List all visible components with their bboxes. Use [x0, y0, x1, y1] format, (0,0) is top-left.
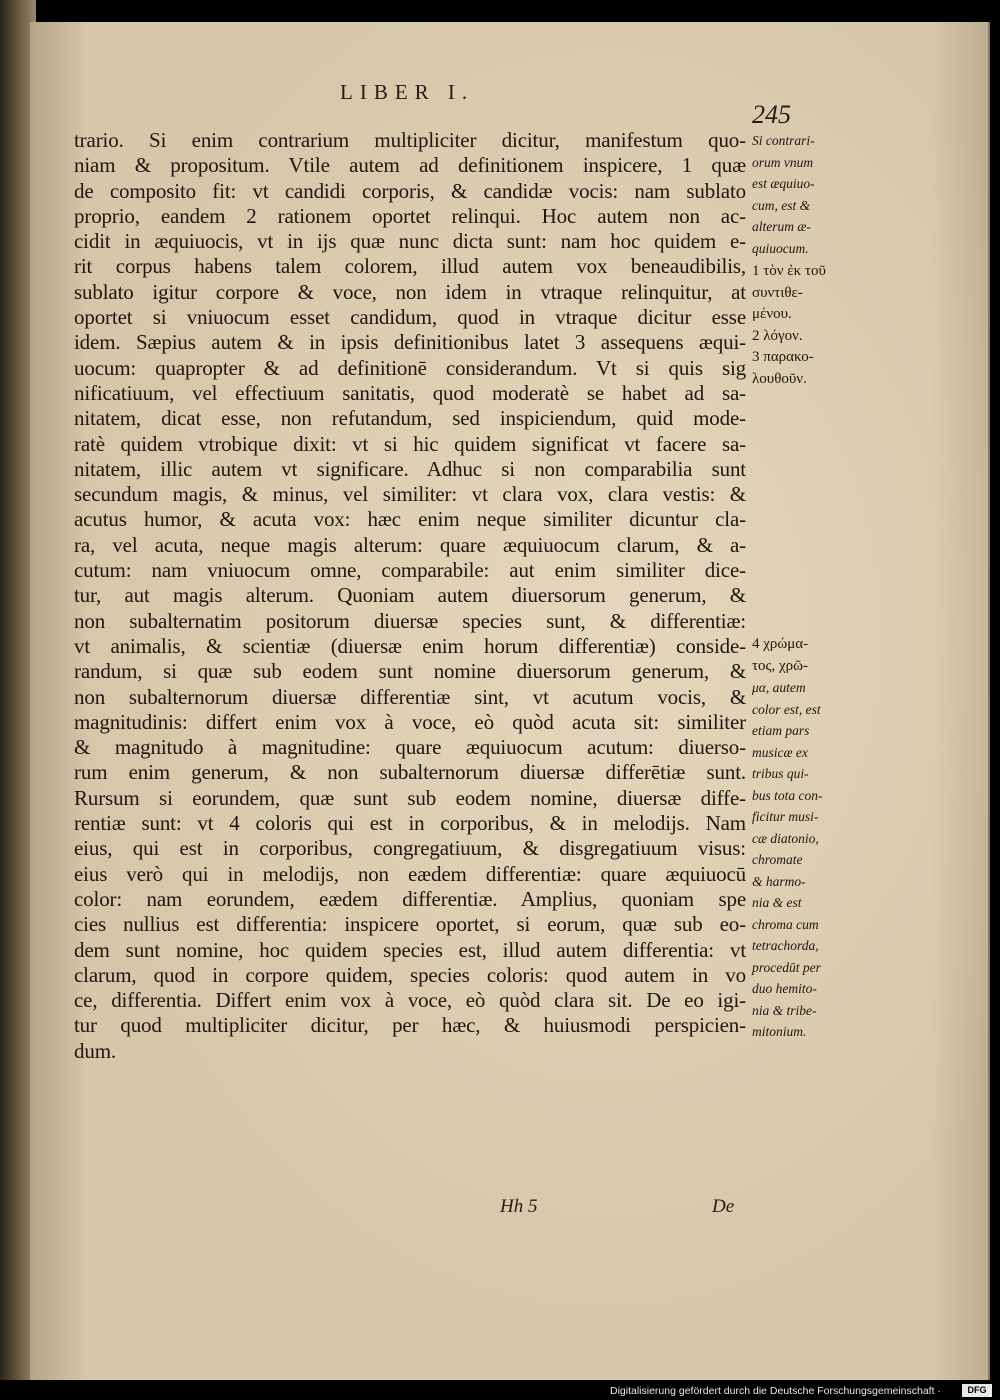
text-line: rentiæ sunt: vt 4 coloris qui est in corporibus, & in melodijs. Nam [74, 811, 746, 836]
text-line: secundum magis, & minus, vel similiter: vt clara vox, clara vestis: & [74, 482, 746, 507]
text-line: nitatem, illic autem vt significare. Adhuc si non comparabilia sunt [74, 456, 746, 481]
marginal-note-line: τος, χρῶ- [752, 657, 808, 674]
marginal-note-line: cum, est & [752, 197, 811, 213]
running-head: LIBER I. [340, 80, 475, 104]
text-line: randum, si quæ sub eodem sunt nomine diuersorum generum, & [74, 659, 746, 684]
marginal-note-line: nia & tribe- [752, 1002, 817, 1018]
text-line: ce, differentia. Differt enim vox à voce, eò quòd clara sit. De eo igi- [74, 988, 746, 1013]
text-line: color: nam eorundem, eædem differentiæ. Amplius, quoniam spe [74, 886, 746, 911]
dfg-logo: DFG [962, 1384, 992, 1397]
marginal-note-line: mitonium. [752, 1024, 807, 1039]
marginal-note-line: 1 τὸν ἐκ τοῦ [752, 263, 826, 279]
marginal-note-line: μα, autem [752, 680, 806, 695]
digitization-credit: Digitalisierung gefördert durch die Deutsche Forschungsgemeinschaft · [610, 1385, 941, 1397]
folio-number: 245 [752, 100, 791, 129]
text-line: rum enim generum, & non subalternorum diuersæ differētiæ sunt. [74, 760, 746, 785]
marginal-note-line: tetrachorda, [752, 938, 819, 953]
marginal-note-line: nia & est [752, 895, 802, 910]
marginal-note-line: 3 παρακο- [752, 349, 814, 365]
marginal-note-line: color est, est [752, 701, 821, 717]
marginal-note-line: ficitur musi- [752, 809, 819, 824]
marginal-note-line: λουθοῦν. [752, 370, 807, 387]
text-line: acutus humor, & acuta vox: hæc enim neque similiter dicuntur cla- [74, 507, 746, 532]
text-line: clarum, quod in corpore quidem, species coloris: quod autem in vo [74, 962, 746, 987]
marginal-note-line: μένου. [752, 306, 792, 322]
marginal-note-line: cæ diatonio, [752, 830, 819, 846]
text-line: sublato igitur corpore & voce, non idem in vtraque relinquitur, at [74, 279, 746, 304]
signature-mark: Hh 5 [500, 1196, 538, 1217]
catchword: De [712, 1196, 735, 1217]
marginal-note-line: 2 λόγον. [752, 327, 803, 344]
marginal-note-line: procedūt per [752, 959, 821, 975]
marginal-note-line: orum vnum [752, 154, 814, 170]
text-line: tur, aut magis alterum. Quoniam autem diuersorum generum, & [74, 583, 746, 608]
marginal-note-line: Si contrari- [752, 133, 815, 148]
main-text-block [74, 128, 746, 1064]
text-line: ra, vel acuta, neque magis alterum: quare æquiuocum clarum, & a- [74, 532, 746, 557]
marginal-note-line: quiuocum. [752, 240, 809, 256]
text-line: magnitudinis: differt enim vox à voce, eò quòd acuta sit: similiter [74, 709, 746, 734]
marginal-note-line: chroma cum [752, 916, 819, 932]
text-line: cies nullius est differentia: inspicere oportet, si eorum, quæ sub eo- [74, 912, 746, 937]
text-line: eius, qui est in corporibus, congregatiuum, & disgregatiuum visus: [74, 836, 746, 861]
marginal-note-line: συντιθε- [752, 284, 803, 301]
text-line: niam & propositum. Vtile autem ad definitionem inspicere, 1 quæ [74, 153, 746, 178]
marginal-note-line: bus tota con- [752, 787, 823, 803]
marginal-note-line: alterum æ- [752, 219, 811, 234]
text-line: tur quod multipliciter dicitur, per hæc, & huiusmodi perspicien- [74, 1013, 746, 1038]
text-line: vt animalis, & scientiæ (diuersæ enim horum differentiæ) conside- [74, 633, 746, 658]
marginal-notes [752, 130, 848, 1043]
text-line: ratè quidem vtrobique dixit: vt si hic quidem significat vt facere sa- [74, 431, 746, 456]
text-line: de composito fit: vt candidi corporis, & candidæ vocis: nam sublato [74, 178, 746, 203]
text-line: eius verò qui in melodijs, non eædem differentiæ: quare æquiuocū [74, 861, 746, 886]
text-line: uocum: quapropter & ad definitionē considerandum. Vt si quis sig [74, 355, 746, 380]
marginal-note-line: tribus qui- [752, 766, 809, 781]
text-line: non subalternatim positorum diuersæ species sunt, & differentiæ: [74, 608, 746, 633]
text-line: non subalternorum diuersæ differentiæ sint, vt acutum vocis, & [74, 684, 746, 709]
marginal-note-line: chromate [752, 852, 803, 867]
marginal-note-line: etiam pars [752, 723, 810, 738]
marginal-note-line: & harmo- [752, 873, 806, 889]
marginal-note-line: musicæ ex [752, 744, 808, 760]
text-line: dum. [74, 1038, 116, 1063]
text-line: cutum: nam vniuocum omne, comparabile: aut enim similiter dice- [74, 558, 746, 583]
text-line: rit corpus habens talem colorem, illud autem vox beneaudibilis, [74, 254, 746, 279]
text-line: cidit in æquiuocis, vt in ijs quæ nunc dicta sunt: nam hoc quidem e- [74, 229, 746, 254]
text-line: & magnitudo à magnitudine: quare æquiuocum acutum: diuerso- [74, 735, 746, 760]
text-line: oportet si vniuocum esset candidum, quod in vtraque dicitur esse [74, 305, 746, 330]
text-line: dem sunt nomine, hoc quidem species est, illud autem differentia: vt [74, 937, 746, 962]
text-line: Rursum si eorundem, quæ sunt sub eodem nomine, diuersæ diffe- [74, 785, 746, 810]
marginal-note-line: duo hemito- [752, 981, 817, 996]
text-line: trario. Si enim contrarium multipliciter dicitur, manifestum quo- [74, 128, 746, 152]
text-line: proprio, eandem 2 rationem oportet relinqui. Hoc autem non ac- [74, 203, 746, 228]
text-line: nificatiuum, vel effectiuum sanitatis, quod moderatè se habet ad sa- [74, 380, 746, 405]
text-line: nitatem, dicat esse, non refutandum, sed inspiciendum, quid mode- [74, 406, 746, 431]
marginal-note-line: 4 χρώμα- [752, 636, 809, 652]
marginal-note-line: est æquiuo- [752, 176, 815, 191]
text-line: idem. Sæpius autem & in ipsis definitionibus latet 3 assequens æqui- [74, 330, 746, 355]
